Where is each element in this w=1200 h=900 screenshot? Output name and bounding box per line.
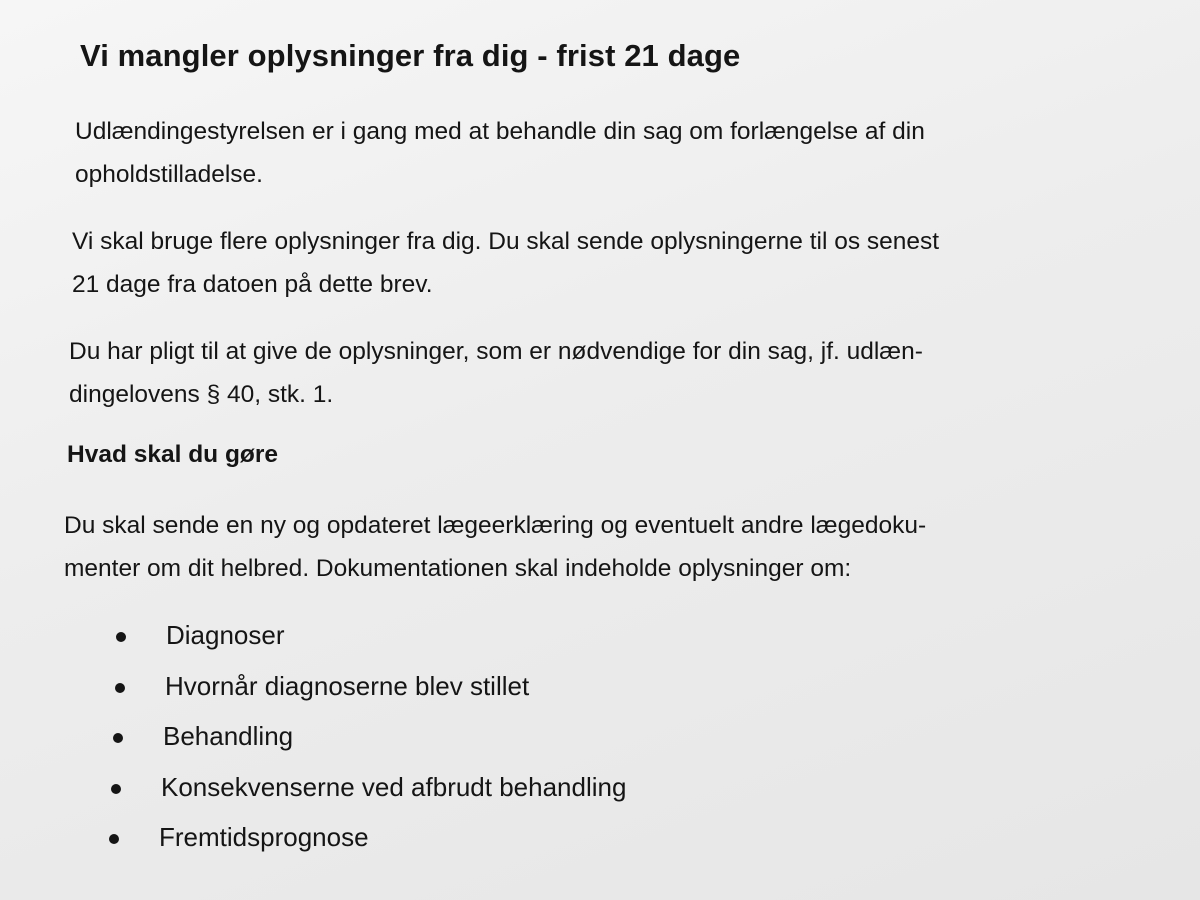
section-heading: Hvad skal du gøre: [67, 441, 279, 468]
bullet-icon: [116, 632, 126, 642]
list-item-text: Fremtidsprognose: [159, 822, 369, 852]
bullet-icon: [109, 834, 119, 844]
paragraph-line: Udlændingestyrelsen er i gang med at behandle din sag om forlængelse af din: [75, 118, 925, 145]
paragraph-line: Du skal sende en ny og opdateret lægeerklæring og eventuelt andre lægedoku-: [64, 512, 927, 539]
paragraph-instructions: [64, 504, 926, 590]
list-item-text: Behandling: [163, 721, 294, 751]
list-item-text: Hvornår diagnoserne blev stillet: [165, 671, 530, 701]
letter-title: Vi mangler oplysninger fra dig - frist 21 dage: [80, 38, 741, 73]
paragraph-line: dingelovens § 40, stk. 1.: [69, 381, 334, 408]
paragraph-line: menter om dit helbred. Dokumentationen skal indeholde oplysninger om:: [64, 555, 852, 582]
list-item-text: Diagnoser: [166, 620, 285, 650]
list-item-text: Konsekvenserne ved afbrudt behandling: [161, 772, 627, 802]
paragraph-line: 21 dage fra datoen på dette brev.: [72, 271, 433, 298]
paragraph-line: Du har pligt til at give de oplysninger, som er nødvendige for din sag, jf. udlæn-: [69, 338, 923, 365]
paragraph-case-processing: [75, 110, 925, 196]
cropped-text-line: [0, 884, 720, 900]
paragraph-obligation: [69, 330, 923, 416]
paragraph-line: opholdstilladelse.: [75, 161, 263, 188]
bullet-icon: [111, 784, 121, 794]
bullet-icon: [113, 733, 123, 743]
bullet-icon: [115, 683, 125, 693]
paragraph-deadline: [72, 220, 939, 306]
paragraph-line: Vi skal bruge flere oplysninger fra dig. Du skal sende oplysningerne til os senest: [72, 228, 940, 255]
